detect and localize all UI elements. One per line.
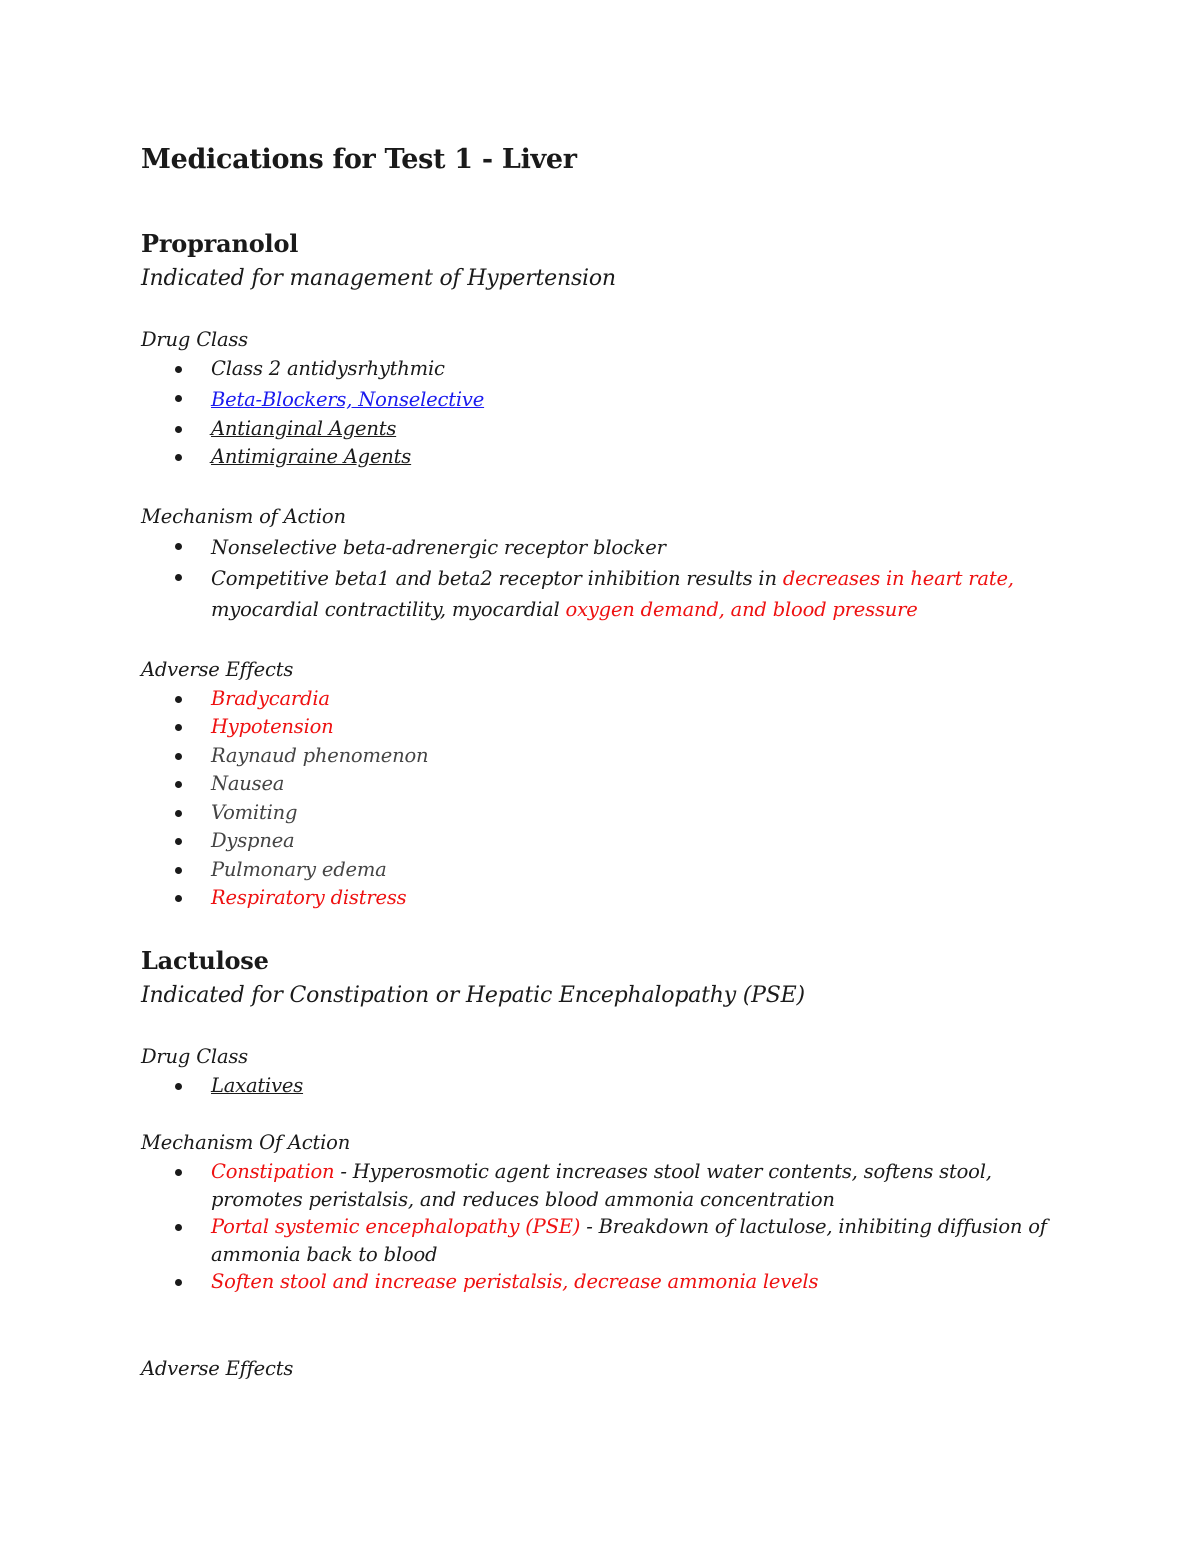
bullet-icon (175, 366, 182, 373)
drug-class-list (141, 355, 1081, 472)
adverse-effects-label: Adverse Effects (141, 1356, 294, 1380)
list-item: Dyspnea (141, 827, 1081, 856)
bullet-icon (175, 867, 182, 874)
list-item[interactable] (141, 443, 1081, 472)
adverse-effects-list (141, 685, 1081, 913)
bullet-icon (175, 1279, 182, 1286)
link-antianginal[interactable]: Antianginal Agents (211, 416, 397, 440)
drug-class-label: Drug Class (141, 1044, 248, 1068)
link-laxatives[interactable]: Laxatives (211, 1073, 304, 1097)
list-item[interactable] (141, 1072, 1081, 1101)
bullet-icon (175, 895, 182, 902)
list-item: Vomiting (141, 799, 1081, 828)
list-item: Soften stool and increase peristalsis, decrease ammonia levels (141, 1268, 1081, 1296)
list-item: Constipation - Hyperosmotic agent increases stool water contents, softens stool, promotes peristalsis, and reduces blood ammonia concentration (141, 1158, 1081, 1213)
moa-list (141, 1158, 1081, 1296)
bullet-icon (175, 810, 182, 817)
bullet-icon (175, 696, 182, 703)
list-item: Respiratory distress (141, 884, 1081, 913)
drug-name-lactulose: Lactulose (141, 945, 269, 975)
indication-lactulose: Indicated for Constipation or Hepatic Encephalopathy (PSE) (141, 982, 805, 1008)
list-item: Competitive beta1 and beta2 receptor inhibition results in decreases in heart rate, myocardial contractility, myocardial oxygen demand, and blood pressure (141, 563, 1081, 625)
link-beta-blockers[interactable]: Beta-Blockers, Nonselective (211, 387, 485, 411)
list-item[interactable] (141, 415, 1081, 444)
bullet-icon (175, 724, 182, 731)
list-item[interactable] (141, 384, 1081, 415)
list-item: Bradycardia (141, 685, 1081, 714)
bullet-icon (175, 574, 182, 581)
drug-section-lactulose (141, 945, 1081, 1384)
bullet-icon (175, 753, 182, 760)
indication-propranolol: Indicated for management of Hypertension (141, 266, 616, 291)
bullet-icon (175, 543, 182, 550)
moa-label: Mechanism Of Action (141, 1131, 351, 1154)
list-item: Class 2 antidysrhythmic (141, 355, 1081, 384)
document-page (141, 140, 1081, 1384)
bullet-icon (175, 781, 182, 788)
bullet-icon (175, 1083, 182, 1090)
adverse-effects-label: Adverse Effects (141, 657, 294, 681)
drug-name-propranolol: Propranolol (141, 229, 299, 258)
list-item: Nonselective beta-adrenergic receptor blocker (141, 532, 1081, 563)
bullet-icon (175, 454, 182, 461)
drug-section-propranolol (141, 228, 1081, 913)
moa-list (141, 532, 1081, 625)
moa-label: Mechanism of Action (141, 504, 346, 528)
bullet-icon (175, 838, 182, 845)
bullet-icon (175, 1224, 182, 1231)
list-item: Portal systemic encephalopathy (PSE) - Breakdown of lactulose, inhibiting diffusion of ammonia back to blood (141, 1213, 1081, 1268)
page-title: Medications for Test 1 - Liver (141, 144, 577, 175)
list-item: Pulmonary edema (141, 856, 1081, 885)
link-antimigraine[interactable]: Antimigraine Agents (211, 445, 412, 468)
drug-class-label: Drug Class (141, 328, 248, 351)
list-item: Raynaud phenomenon (141, 742, 1081, 771)
list-item: Hypotension (141, 713, 1081, 742)
list-item: Nausea (141, 770, 1081, 799)
drug-class-list (141, 1072, 1081, 1101)
bullet-icon (175, 426, 182, 433)
bullet-icon (175, 1169, 182, 1176)
bullet-icon (175, 395, 182, 402)
